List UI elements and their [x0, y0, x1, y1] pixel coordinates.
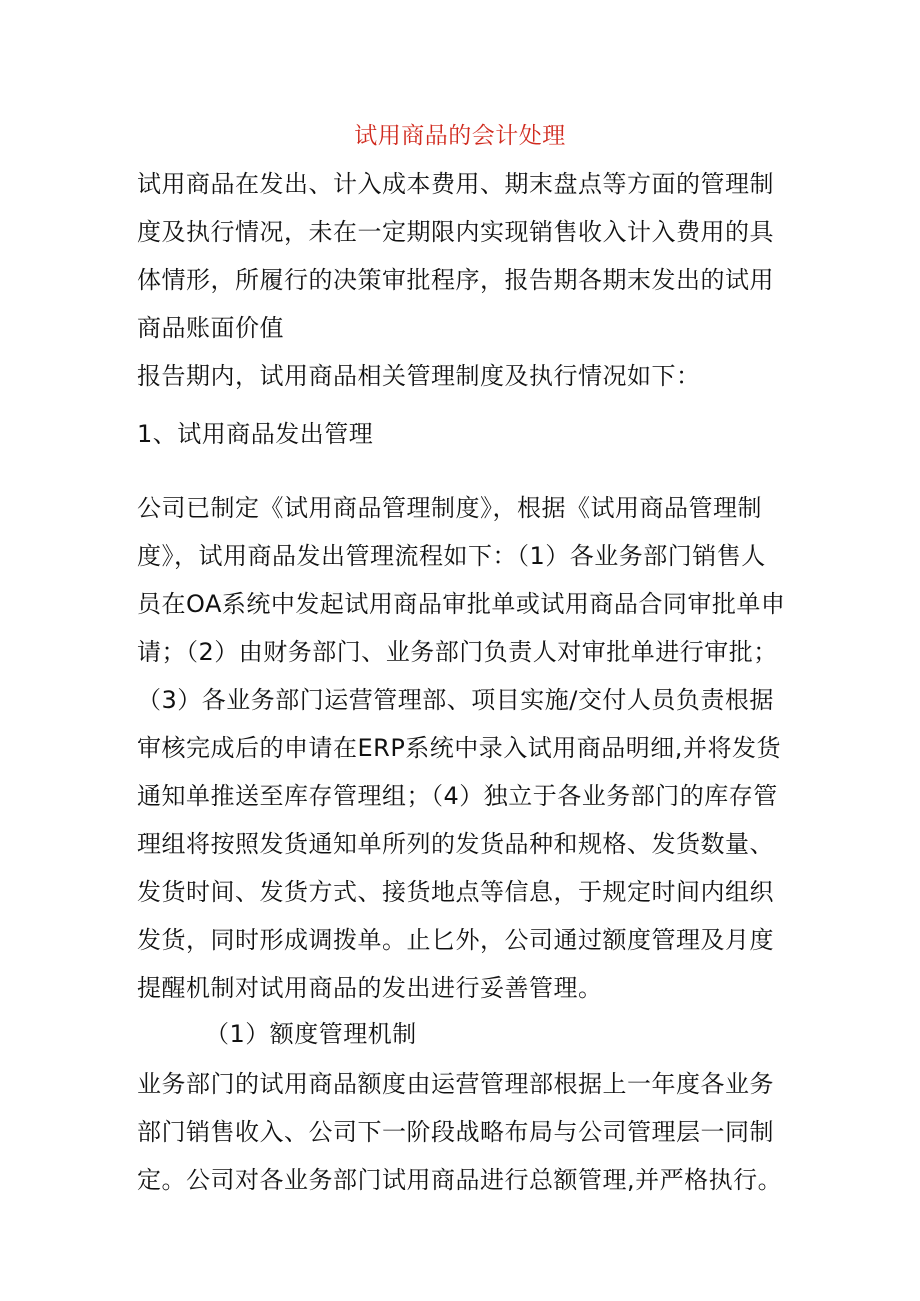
section-heading-text: 1、试用商品发出管理 [137, 420, 374, 448]
section-line: 审核完成后的申请在ERP系统中录入试用商品明细,并将发货 [137, 734, 781, 762]
intro-paragraph [137, 166, 797, 358]
section-line: （3）各业务部门运营管理部、项目实施/交付人员负责根据 [137, 686, 774, 714]
section-line: 提醒机制对试用商品的发出进行妥善管理。 [137, 974, 603, 1002]
section-line: 公司已制定《试用商品管理制度》，根据《试用商品管理制 [137, 494, 762, 522]
intro-line: 试用商品在发出、计入成本费用、期末盘点等方面的管理制 [137, 170, 774, 198]
summary-line: 报告期内，试用商品相关管理制度及执行情况如下： [137, 362, 701, 390]
summary-paragraph [137, 358, 797, 406]
section-line: 度》，试用商品发出管理流程如下：（1）各业务部门销售人 [137, 542, 766, 570]
intro-line: 度及执行情况，未在一定期限内实现销售收入计入费用的具 [137, 218, 774, 246]
section-line: 发货时间、发货方式、接货地点等信息，于规定时间内组织 [137, 878, 774, 906]
subsection-paragraph [137, 1066, 797, 1210]
section-line: 员在OA系统中发起试用商品审批单或试用商品合同审批单申 [137, 590, 786, 618]
section-line: 理组将按照发货通知单所列的发货品种和规格、发货数量、 [137, 830, 774, 858]
section-line: 通知单推送至库存管理组；（4）独立于各业务部门的库存管 [137, 782, 778, 810]
intro-line: 体情形，所履行的决策审批程序，报告期各期末发出的试用 [137, 266, 774, 294]
intro-line: 商品账面价值 [137, 314, 284, 342]
document-title: 试用商品的会计处理 [354, 123, 566, 149]
section-heading [137, 416, 797, 464]
section-paragraph [137, 490, 797, 1018]
subsection-heading-text: （1）额度管理机制 [205, 1020, 417, 1048]
subsection-heading [205, 1016, 865, 1064]
section-line: 发货，同时形成调拨单。止匕外，公司通过额度管理及月度 [137, 926, 774, 954]
subsection-line: 业务部门的试用商品额度由运营管理部根据上一年度各业务 [137, 1070, 774, 1098]
section-line: 请；（2）由财务部门、业务部门负责人对审批单进行审批； [137, 638, 778, 666]
subsection-line: 定。公司对各业务部门试用商品进行总额管理,并严格执行。 [137, 1166, 783, 1194]
subsection-line: 部门销售收入、公司下一阶段战略布局与公司管理层一同制 [137, 1118, 774, 1146]
